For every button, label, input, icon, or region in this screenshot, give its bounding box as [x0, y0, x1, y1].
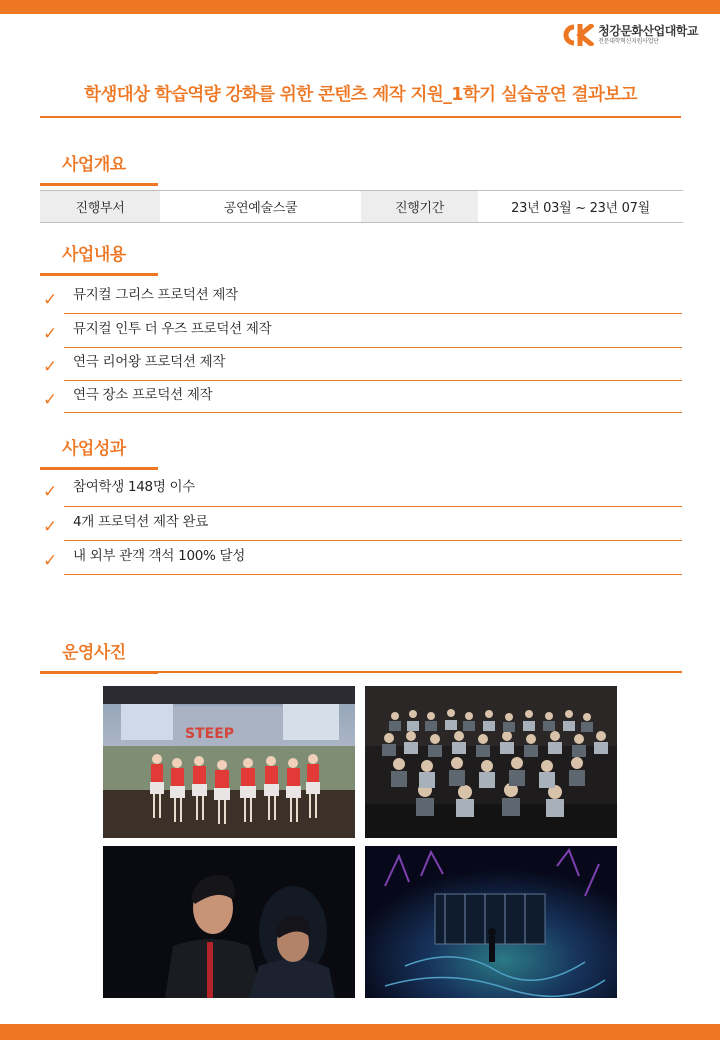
list-item [40, 545, 683, 571]
check-icon: ✓ [43, 390, 58, 410]
section-heading-photos [40, 640, 158, 674]
item-divider [64, 540, 682, 541]
section-underline [40, 273, 158, 276]
overview-table [40, 190, 683, 223]
section-title: 사업성과 [62, 439, 126, 459]
list-item-text: 4개 프로덕션 제작 완료 [73, 514, 208, 530]
logo-university-name: 청강문화산업대학교 [598, 24, 698, 38]
university-logo [560, 22, 698, 48]
check-icon: ✓ [43, 517, 58, 537]
list-item [40, 318, 683, 344]
top-accent-bar [0, 0, 720, 14]
item-divider [64, 574, 682, 575]
photo-audience [365, 686, 617, 838]
photo-stage-set [365, 846, 617, 998]
list-item-text: 뮤지컬 인투 더 우즈 프로덕션 제작 [73, 321, 272, 337]
item-divider [64, 347, 682, 348]
check-icon: ✓ [43, 551, 58, 571]
list-item-text: 연극 리어왕 프로덕션 제작 [73, 354, 226, 370]
list-item-text: 참여학생 148명 이수 [73, 479, 196, 495]
logo-subtitle: 전문대학혁신지원사업단 [598, 38, 659, 45]
title-divider [40, 116, 681, 118]
photos-section-rule [40, 671, 682, 673]
photo-actors [103, 846, 355, 998]
list-item [40, 284, 683, 310]
dept-label: 진행부서 [40, 191, 160, 222]
item-divider [64, 380, 682, 381]
check-icon: ✓ [43, 324, 58, 344]
section-underline [40, 467, 158, 470]
check-icon: ✓ [43, 482, 58, 502]
section-title: 운영사진 [62, 643, 126, 663]
item-divider [64, 313, 682, 314]
check-icon: ✓ [43, 357, 58, 377]
list-item [40, 511, 683, 537]
section-title: 사업내용 [62, 245, 126, 265]
list-item-text: 뮤지컬 그리스 프로덕션 제작 [73, 287, 238, 303]
document-title: 학생대상 학습역량 강화를 위한 콘텐츠 제작 지원_1학기 실습공연 결과보고 [84, 85, 637, 105]
dept-value: 공연예술스쿨 [223, 201, 298, 216]
list-item-text: 내 외부 관객 객석 100% 달성 [73, 548, 246, 564]
section-heading-content [40, 242, 158, 276]
section-underline [40, 183, 158, 186]
section-heading-overview [40, 152, 158, 186]
list-item [40, 476, 683, 502]
photo-musical-stage [103, 686, 355, 838]
section-title: 사업개요 [62, 155, 126, 175]
period-label: 진행기간 [361, 191, 478, 222]
section-heading-results [40, 436, 158, 470]
bottom-accent-bar [0, 1024, 720, 1040]
period-value: 23년 03월 ~ 23년 07월 [511, 201, 650, 216]
check-icon: ✓ [43, 290, 58, 310]
list-item [40, 384, 683, 410]
item-divider [64, 506, 682, 507]
list-item [40, 351, 683, 377]
svg-text:STEEP: STEEP [185, 726, 235, 742]
item-divider [64, 412, 682, 413]
list-item-text: 연극 장소 프로덕션 제작 [73, 387, 213, 403]
ck-logo-icon [560, 24, 594, 46]
